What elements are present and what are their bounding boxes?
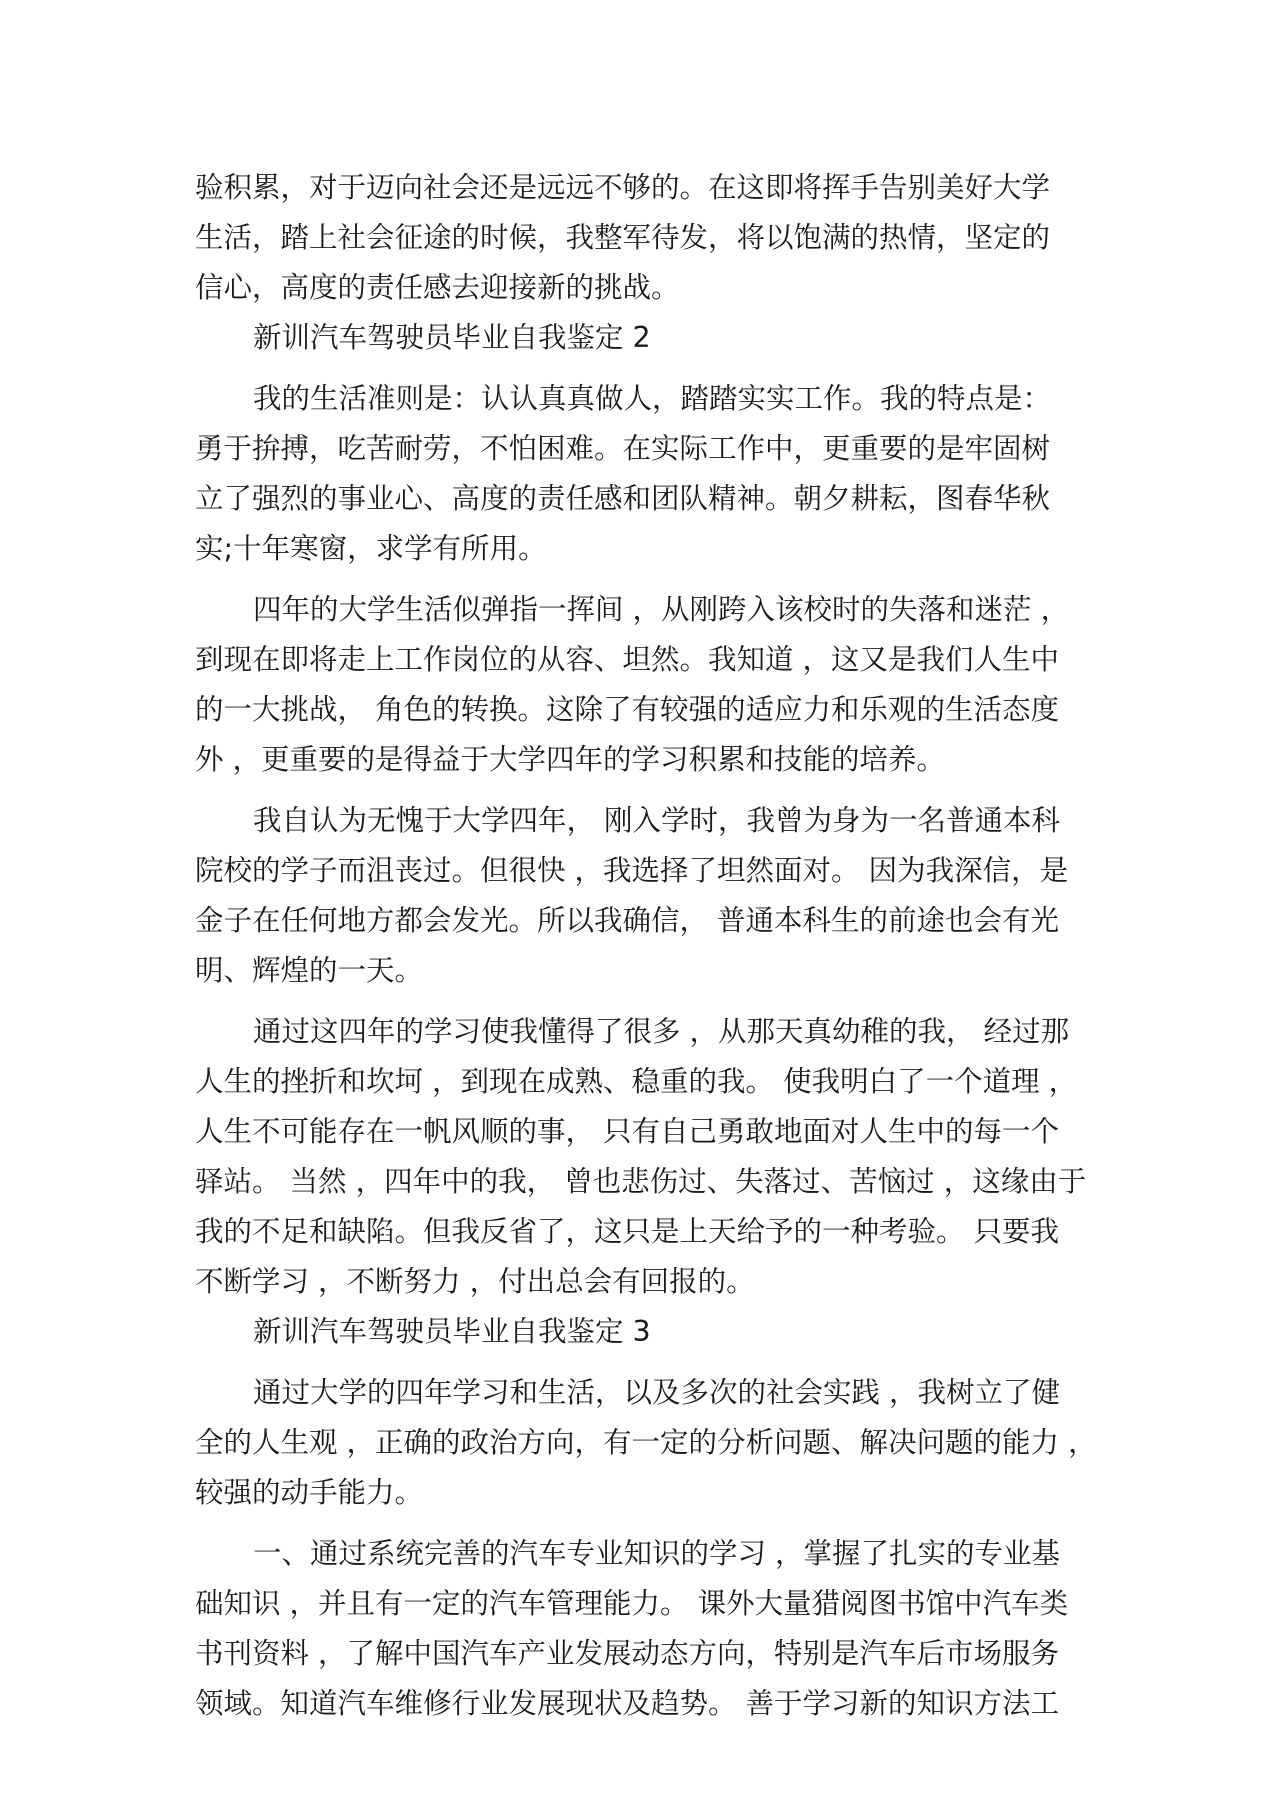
text-line: 立了强烈的事业心、高度的责任感和团队精神。朝夕耕耘，图春华秋 bbox=[195, 482, 1051, 515]
text-line: 础知识 ，并且有一定的汽车管理能力。 课外大量猎阅图书馆中汽车类 bbox=[195, 1587, 1069, 1620]
text-line: 我的生活准则是：认认真真做人，踏踏实实工作。我的特点是： bbox=[253, 382, 1052, 415]
text-line: 不断学习 ，不断努力 ，付出总会有回报的。 bbox=[195, 1265, 755, 1298]
text-line: 信心，高度的责任感去迎接新的挑战。 bbox=[195, 271, 680, 304]
text-line: 通过这四年的学习使我懂得了很多 ，从那天真幼稚的我， 经过那 bbox=[253, 1015, 1070, 1048]
text-line: 到现在即将走上工作岗位的从容、坦然。我知道 ，这又是我们人生中 bbox=[195, 643, 1060, 676]
text-line: 的一大挑战， 角色的转换。这除了有较强的适应力和乐观的生活态度 bbox=[195, 693, 1060, 726]
text-line: 领域。知道汽车维修行业发展现状及趋势。 善于学习新的知识方法工 bbox=[195, 1687, 1060, 1720]
text-line: 一、通过系统完善的汽车专业知识的学习 ，掌握了扎实的专业基 bbox=[253, 1537, 1061, 1570]
text-line: 金子在任何地方都会发光。所以我确信， 普通本科生的前途也会有光 bbox=[195, 904, 1060, 937]
text-line: 人生不可能存在一帆风顺的事， 只有自己勇敢地面对人生中的每一个 bbox=[195, 1115, 1060, 1148]
text-line: 驿站。 当然 ，四年中的我， 曾也悲伤过、失落过、苦恼过 ，这缘由于 bbox=[195, 1165, 1087, 1198]
text-line: 较强的动手能力。 bbox=[195, 1476, 424, 1509]
text-line: 书刊资料 ，了解中国汽车产业发展动态方向，特别是汽车后市场服务 bbox=[195, 1637, 1060, 1670]
text-line: 明、辉煌的一天。 bbox=[195, 954, 424, 987]
text-line: 生活，踏上社会征途的时候，我整军待发，将以饱满的热情，坚定的 bbox=[195, 221, 1051, 254]
section-heading: 新训汽车驾驶员毕业自我鉴定 3 bbox=[253, 1315, 651, 1348]
text-line: 我的不足和缺陷。但我反省了，这只是上天给予的一种考验。 只要我 bbox=[195, 1215, 1060, 1248]
text-line: 四年的大学生活似弹指一挥间 ，从刚跨入该校时的失落和迷茫 ， bbox=[253, 593, 1070, 626]
text-line: 通过大学的四年学习和生活，以及多次的社会实践 ，我树立了健 bbox=[253, 1376, 1061, 1409]
text-line: 院校的学子而沮丧过。但很快 ，我选择了坦然面对。 因为我深信，是 bbox=[195, 854, 1069, 887]
text-line: 全的人生观 ，正确的政治方向，有一定的分析问题、解决问题的能力 ， bbox=[195, 1426, 1097, 1459]
text-line: 我自认为无愧于大学四年， 刚入学时，我曾为身为一名普通本科 bbox=[253, 804, 1061, 837]
text-line: 人生的挫折和坎坷 ，到现在成熟、稳重的我。 使我明白了一个道理 ， bbox=[195, 1065, 1078, 1098]
text-line: 外 ，更重要的是得益于大学四年的学习积累和技能的培养。 bbox=[195, 743, 946, 776]
document-body bbox=[195, 163, 1107, 1729]
text-line: 实;十年寒窗，求学有所用。 bbox=[195, 532, 547, 565]
text-line: 勇于拚搏，吃苦耐劳，不怕困难。在实际工作中，更重要的是牢固树 bbox=[195, 432, 1051, 465]
section-heading: 新训汽车驾驶员毕业自我鉴定 2 bbox=[253, 321, 651, 354]
text-line: 验积累，对于迈向社会还是远远不够的。在这即将挥手告别美好大学 bbox=[195, 171, 1051, 204]
